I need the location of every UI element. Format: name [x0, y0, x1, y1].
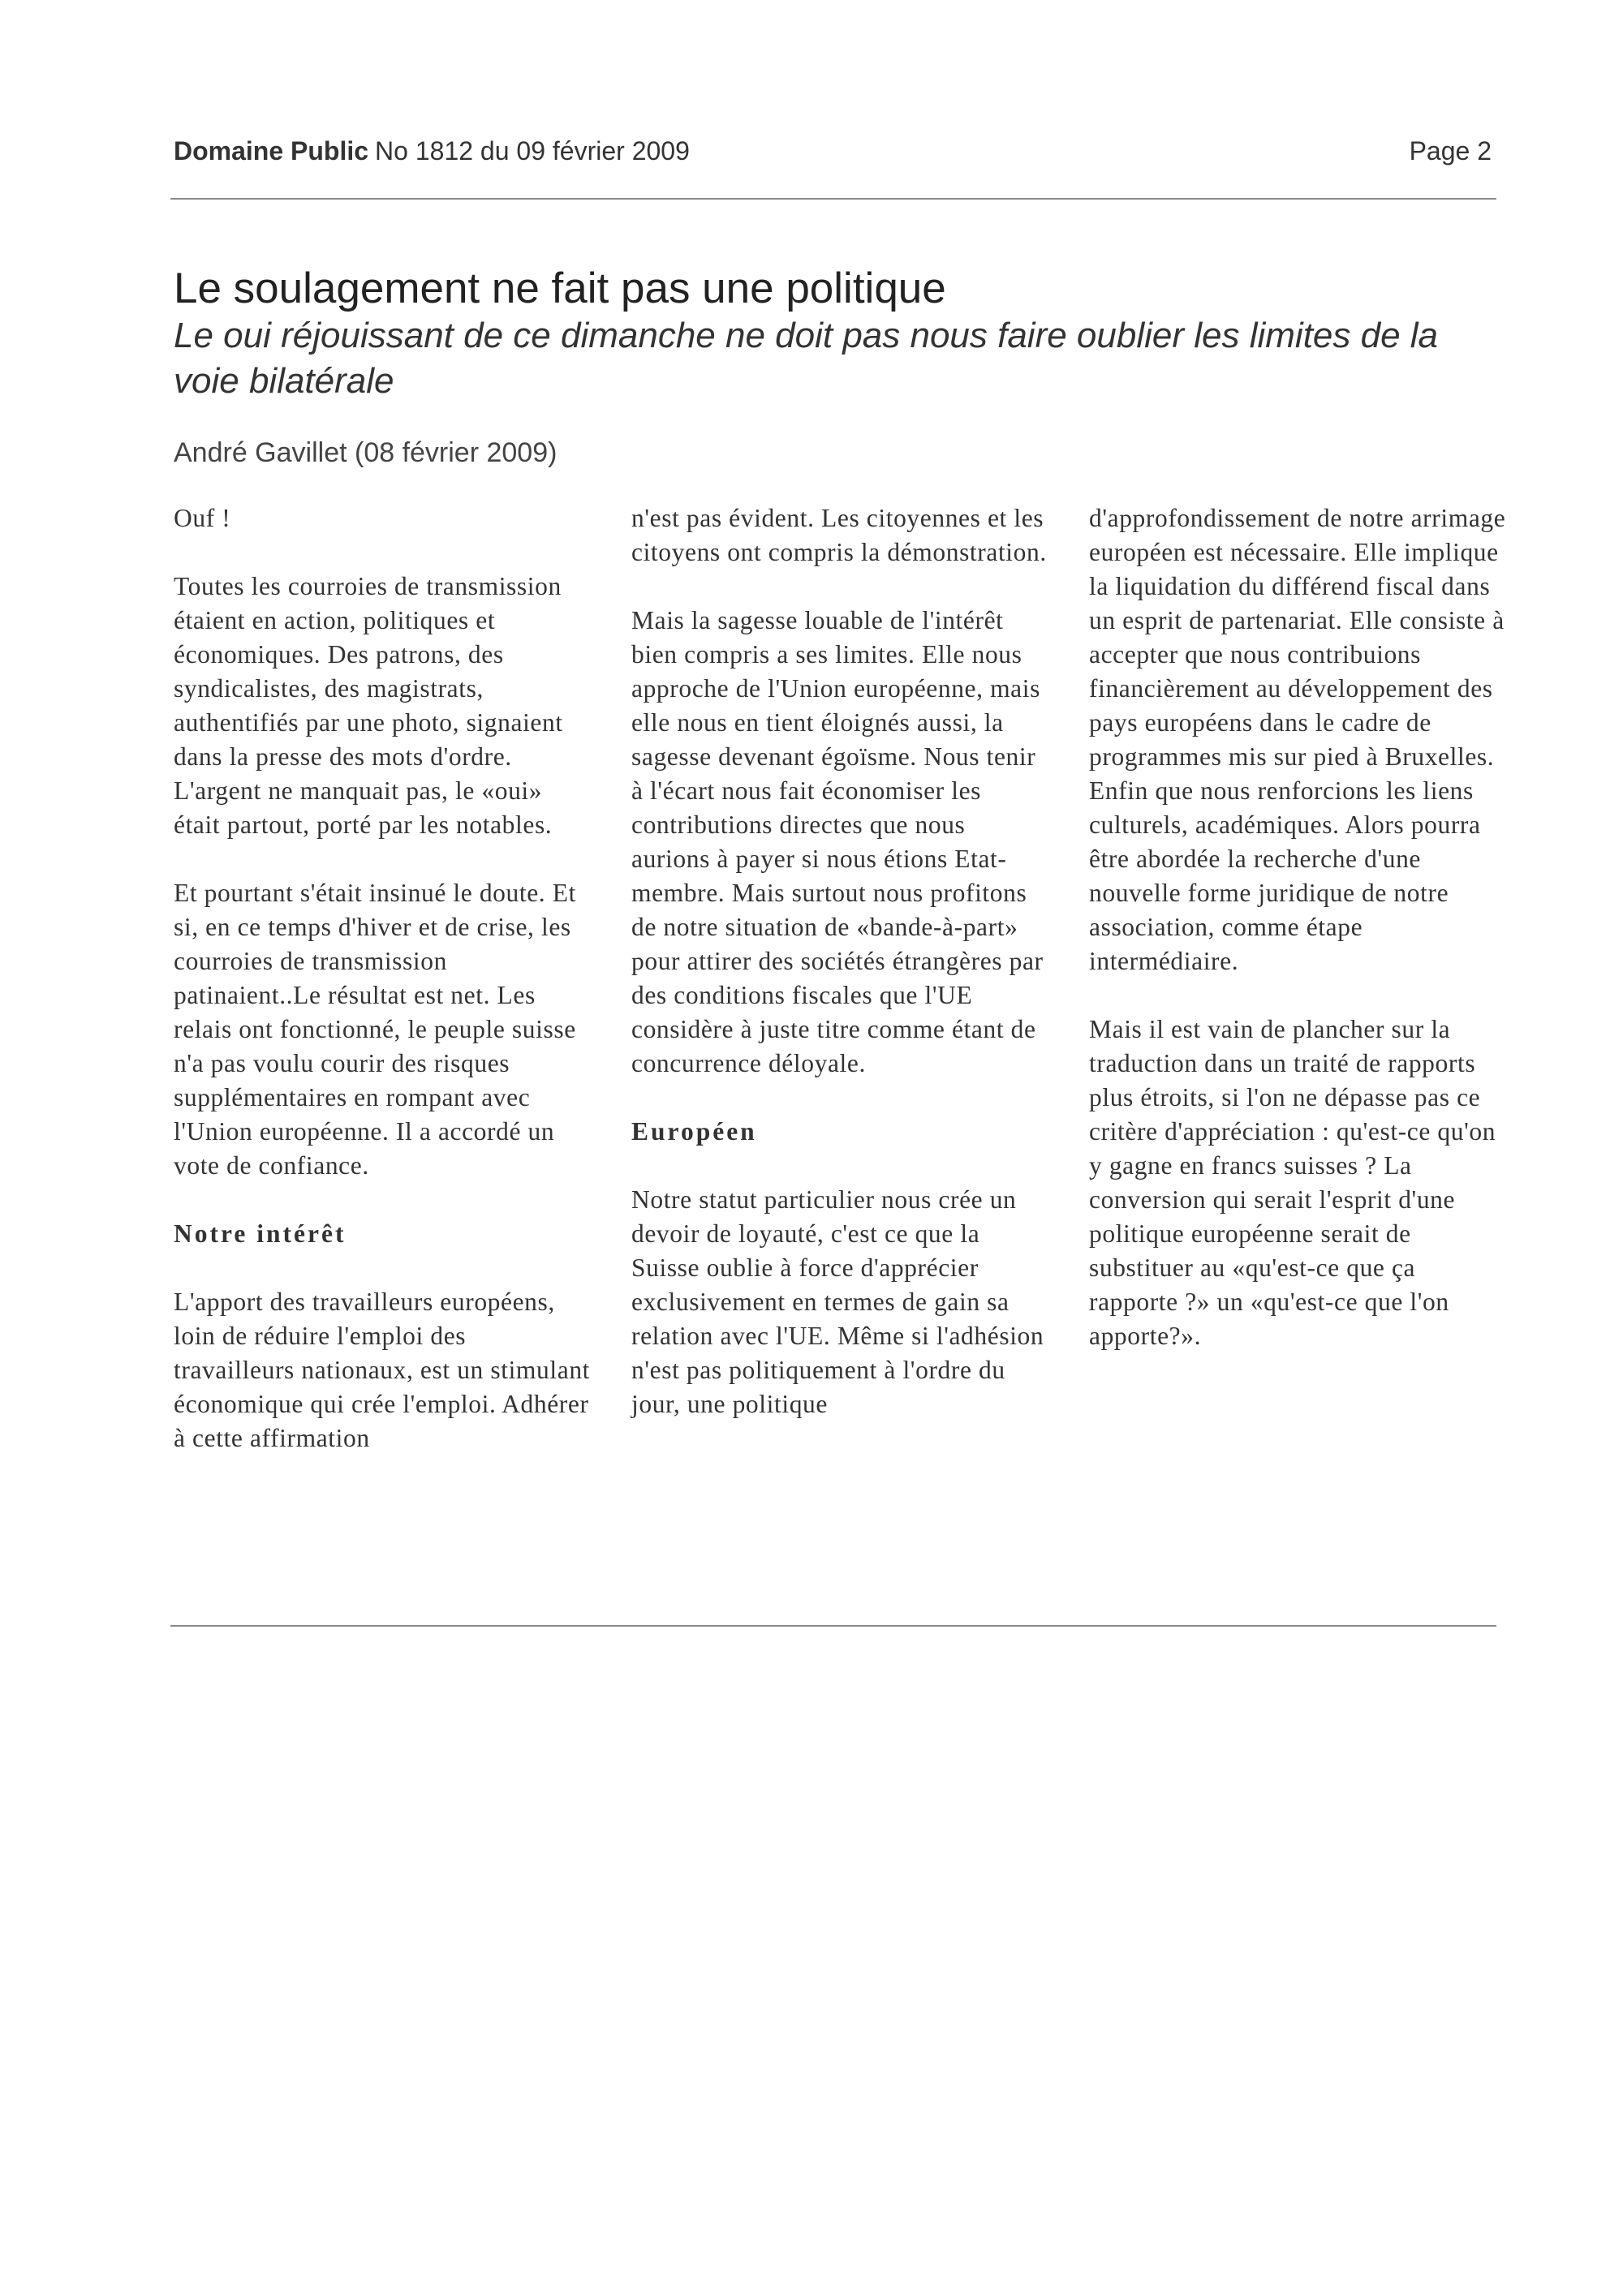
paragraph: L'apport des travailleurs européens, loin de réduire l'emploi des travailleurs nationaux, est un stimulant économique qui crée l'emploi. Adhérer à cette affirmation [174, 1288, 591, 1452]
page-header [174, 131, 1492, 170]
paragraph: Mais il est vain de plancher sur la traduction dans un traité de rapports plus étroits, si l'on ne dépasse pas ce critère d'appréciation : qu'est-ce qu'on y gagne en francs suisses ? La conversion qui serait l'esprit d'une politique européenne serait de substituer au «qu'est-ce que ça rapporte ?» un «qu'est-ce que l'on apporte?». [1089, 1015, 1496, 1350]
paragraph: n'est pas évident. Les citoyennes et les citoyens ont compris la démonstration. [631, 504, 1047, 566]
issue-info: No 1812 du 09 février 2009 [375, 136, 690, 166]
header-divider [170, 198, 1496, 200]
page-number: Page 2 [1409, 136, 1492, 166]
text-column-1 [174, 501, 592, 1455]
paragraph: Et pourtant s'était insinué le doute. Et si, en ce temps d'hiver et de crise, les courroies de transmission patinaient..Le résultat est net. Les relais ont fonctionné, le peuple suisse n'a pas voulu courir des risques supplémentaires en rompant avec l'Union européenne. Il a accordé un vote de confiance. [174, 879, 576, 1180]
article-subtitle: Le oui réjouissant de ce dimanche ne doit pas nous faire oublier les limites de la voie bilatérale [174, 316, 1439, 401]
paragraph: Toutes les courroies de transmission étaient en action, politiques et économiques. Des patrons, des syndicalistes, des magistrats, authentifiés par une photo, signaient dans la presse des mots d'ordre. L'argent ne manquait pas, le «oui» était partout, porté par les notables. [174, 572, 563, 839]
article-byline: André Gavillet (08 février 2009) [174, 437, 558, 468]
paragraph: d'approfondissement de notre arrimage européen est nécessaire. Elle implique la liquidation du différend fiscal dans un esprit de partenariat. Elle consiste à accepter que nous contribuions financièrement au développement des pays européens dans le cadre de programmes mis sur pied à Bruxelles. Enfin que nous renforcions les liens culturels, académiques. Alors pourra être abordée la recherche d'une nouvelle forme juridique de notre association, comme étape intermédiaire. [1089, 504, 1506, 975]
text-column-2 [631, 501, 1049, 1421]
section-heading: Européen [631, 1117, 757, 1146]
paragraph: Mais la sagesse louable de l'intérêt bien compris a ses limites. Elle nous approche de l'Union européenne, mais elle nous en tient éloignés aussi, la sagesse devenant égoïsme. Nous tenir à l'écart nous fait économiser les contributions directes que nous aurions à payer si nous étions Etat-membre. Mais surtout nous profitons de notre situation de «bande-à-part» pour attirer des sociétés étrangères par des conditions fiscales que l'UE considère à juste titre comme étant de concurrence déloyale. [631, 606, 1044, 1077]
article-title: Le soulagement ne fait pas une politique [174, 264, 946, 312]
footer-divider [170, 1625, 1496, 1627]
publication-name: Domaine Public [174, 136, 369, 166]
paragraph: Ouf ! [174, 504, 231, 532]
section-heading: Notre intérêt [174, 1219, 347, 1248]
text-column-3 [1089, 501, 1507, 1353]
paragraph: Notre statut particulier nous crée un devoir de loyauté, c'est ce que la Suisse oublie à force d'apprécier exclusivement en termes de gain sa relation avec l'UE. Même si l'adhésion n'est pas politiquement à l'ordre du jour, une politique [631, 1185, 1044, 1418]
